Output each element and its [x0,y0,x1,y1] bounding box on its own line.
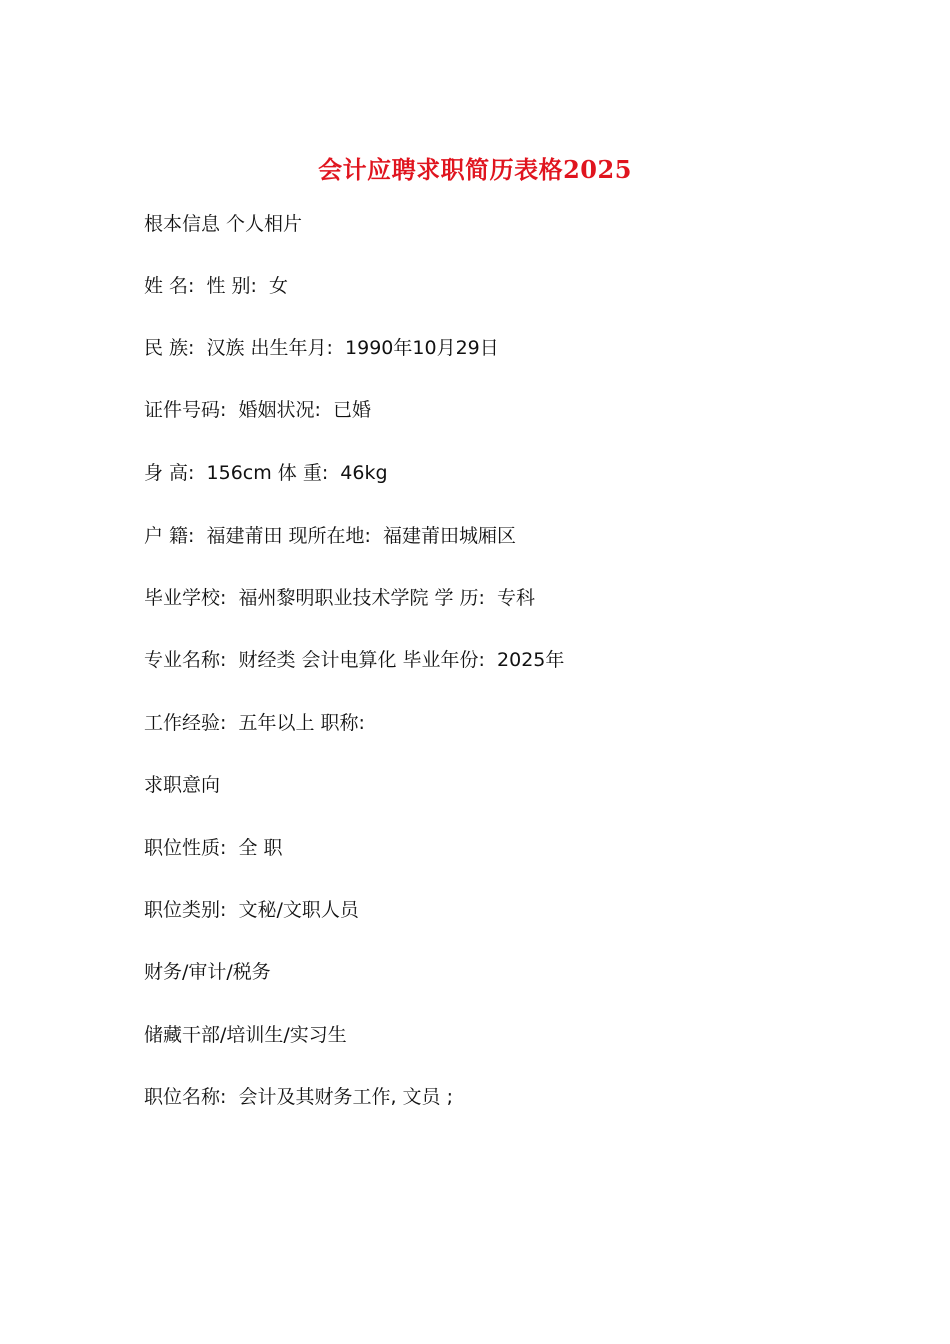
job-category-finance-line: 财务/审计/税务 [144,961,271,983]
id-marital-line: 证件号码: 婚姻状况: 已婚 [144,399,371,421]
document-title: 会计应聘求职简历表格2025 [318,155,632,184]
name-gender-line: 姓 名: 性 别: 女 [144,275,289,297]
job-intention-heading: 求职意向 [144,774,221,796]
ethnicity-birthdate-line: 民 族: 汉族 出生年月: 1990年10月29日 [144,337,499,359]
job-title-line: 职位名称: 会计及其财务工作, 文员 ; [144,1086,454,1108]
domicile-residence-line: 户 籍: 福建莆田 现所在地: 福建莆田城厢区 [144,525,517,547]
job-category-trainee-line: 储藏干部/培训生/实习生 [144,1024,347,1046]
school-education-line: 毕业学校: 福州黎明职业技术学院 学 历: 专科 [144,587,536,609]
height-weight-line: 身 高: 156cm 体 重: 46kg [144,462,388,484]
job-nature-line: 职位性质: 全 职 [144,837,283,859]
basic-info-heading: 根本信息 个人相片 [144,213,303,235]
major-graduation-line: 专业名称: 财经类 会计电算化 毕业年份: 2025年 [144,649,565,671]
job-category-line: 职位类别: 文秘/文职人员 [144,899,359,921]
experience-title-line: 工作经验: 五年以上 职称: [144,712,365,734]
